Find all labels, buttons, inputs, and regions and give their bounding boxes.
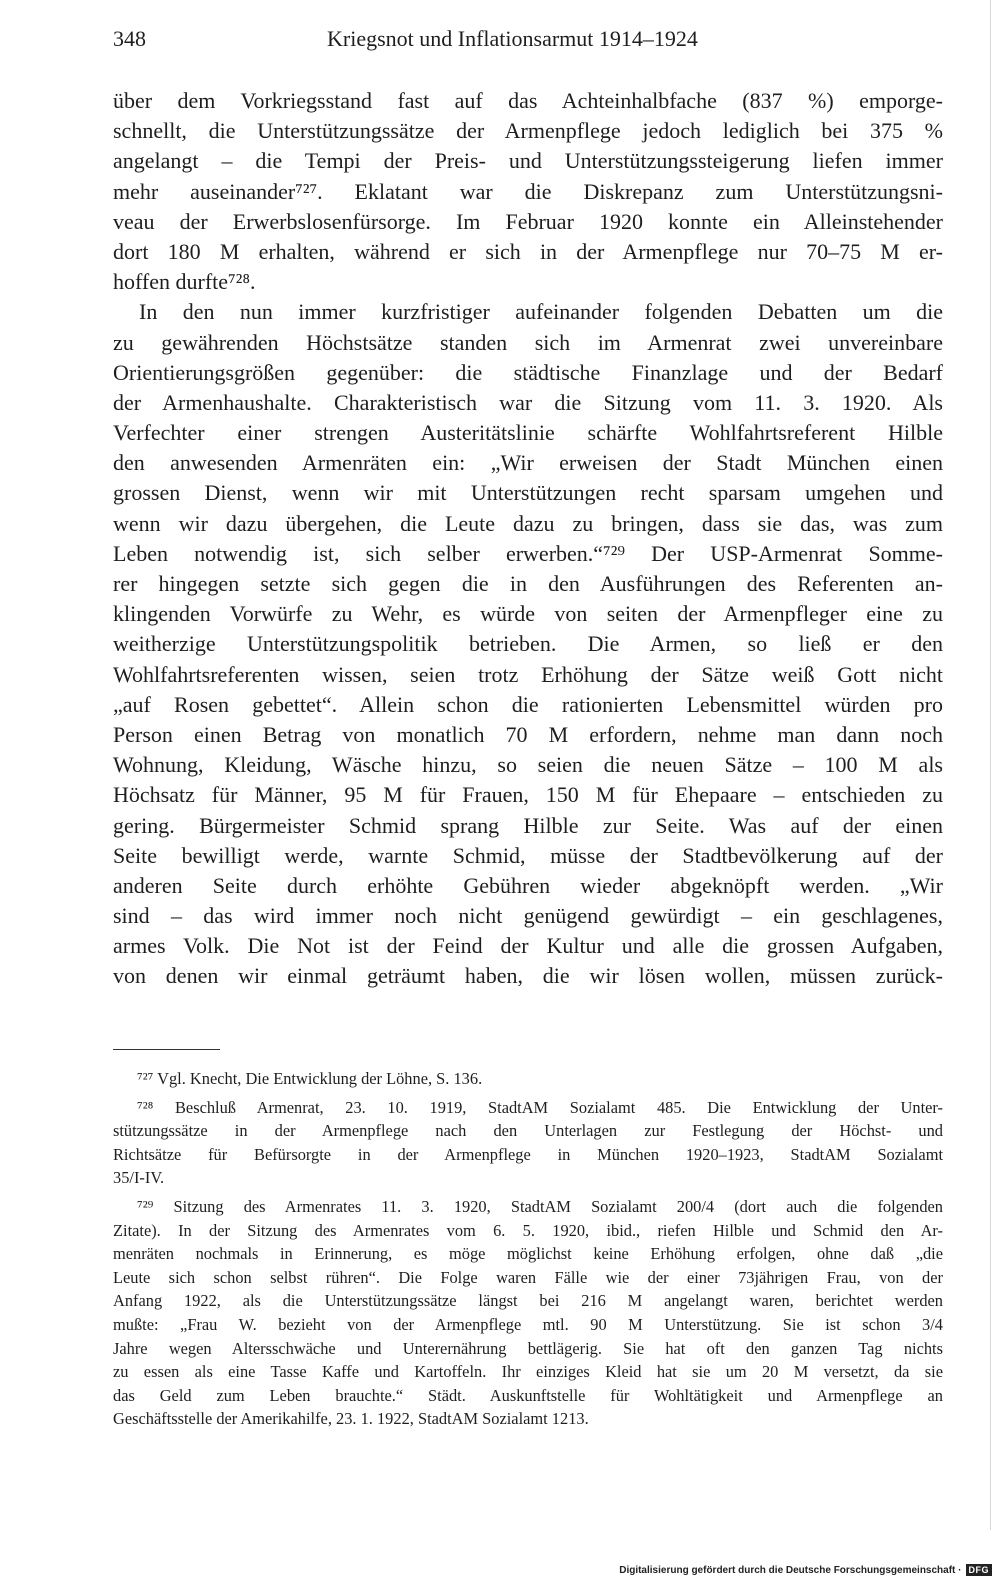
page-number: 348 xyxy=(113,26,146,51)
footnote-separator xyxy=(113,1049,220,1050)
text-line: Person einen Betrag von monatlich 70 M erfordern, nehme man dann noch xyxy=(113,721,943,747)
text-line: hoffen durfte⁷²⁸. xyxy=(113,269,256,295)
text-line: mehr auseinander⁷²⁷. Eklatant war die Diskrepanz zum Unterstützungsni- xyxy=(113,178,943,204)
text-line: der Armenhaushalte. Charakteristisch war die Sitzung vom 11. 3. 1920. Als xyxy=(113,389,943,415)
text-line: den anwesenden Armenräten ein: „Wir erweisen der Stadt München einen xyxy=(113,450,943,476)
text-line: zu gewährenden Höchstsätze standen sich im Armenrat zwei unvereinbare xyxy=(113,329,943,355)
footnote-line: das Geld zum Leben brauchte.“ Städt. Auskunftstelle für Wohltätigkeit und Armenpflege an xyxy=(113,1385,943,1405)
text-line: anderen Seite durch erhöhte Gebühren wieder abgeknöpft werden. „Wir xyxy=(113,872,943,898)
footnote-line: Richtsätze für Befürsorgte in der Armenpflege in München 1920–1923, StadtAM Sozialamt xyxy=(113,1144,943,1164)
text-line: In den nun immer kurzfristiger aufeinander folgenden Debatten um die xyxy=(139,299,943,325)
text-line: klingenden Vorwürfe zu Wehr, es würde von seiten der Armenpfleger eine zu xyxy=(113,601,943,627)
footnote-line: Anfang 1922, als die Unterstützungssätze längst bei 216 M angelangt waren, berichtet werden xyxy=(113,1291,943,1311)
text-line: Seite bewilligt werde, warnte Schmid, müsse der Stadtbevölkerung auf der xyxy=(113,842,943,868)
footnote-line: zu essen als eine Tasse Kaffe und Kartoffeln. Ihr einziges Kleid hat sie um 20 M versetzt, da sie xyxy=(113,1362,943,1382)
text-line: Verfechter einer strengen Austeritätslinie schärfte Wohlfahrtsreferent Hilble xyxy=(113,420,943,446)
text-line: veau der Erwerbslosenfürsorge. Im Februar 1920 konnte ein Alleinstehender xyxy=(113,208,943,234)
text-line: rer hingegen setzte sich gegen die in den Ausführungen des Referenten an- xyxy=(113,571,943,596)
footnote-line: Jahre wegen Altersschwäche und Unterernährung bettlägerig. Sie hat oft den ganzen Tag nichts xyxy=(113,1338,943,1358)
text-line: Wohlfahrtsreferenten wissen, seien trotz Erhöhung der Sätze weiß Gott nicht xyxy=(113,661,943,687)
footnote-line: Zitate). In der Sitzung des Armenrates vom 6. 5. 1920, ibid., riefen Hilble und Schmid den Ar- xyxy=(113,1220,943,1240)
credit-text: Digitalisierung gefördert durch die Deutsche Forschungsgemeinschaft · xyxy=(619,1564,962,1576)
text-line: armes Volk. Die Not ist der Feind der Kultur und alle die grossen Aufgaben, xyxy=(113,933,943,959)
text-line: grossen Dienst, wenn wir mit Unterstützungen recht sparsam umgehen und xyxy=(113,480,943,506)
digitization-credit xyxy=(619,1562,992,1578)
text-line: schnellt, die Unterstützungssätze der Armenpflege jedoch lediglich bei 375 % xyxy=(113,118,943,144)
footnotes xyxy=(113,1067,943,1431)
text-line: wenn wir dazu übergehen, die Leute dazu zu bringen, dass sie das, was zum xyxy=(113,510,943,536)
footnote-728: ⁷²⁸ Beschluß Armenrat, 23. 10. 1919, StadtAM Sozialamt 485. Die Entwicklung der Unter- xyxy=(137,1097,943,1117)
text-line: Orientierungsgrößen gegenüber: die städtische Finanzlage und der Bedarf xyxy=(113,359,943,385)
footnote-line: menräten nochmals in Erinnerung, es möge möglichst keine Erhöhung erfolgen, ohne daß „die xyxy=(113,1244,943,1264)
text-line: gering. Bürgermeister Schmid sprang Hilble zur Seite. Was auf der einen xyxy=(113,812,943,838)
running-title: Kriegsnot und Inflationsarmut 1914–1924 xyxy=(327,26,698,51)
text-line: von denen wir einmal geträumt haben, die wir lösen wollen, müssen zurück- xyxy=(113,963,943,989)
page-header xyxy=(113,26,943,58)
text-line: Leben notwendig ist, sich selber erwerben.“⁷²⁹ Der USP-Armenrat Somme- xyxy=(113,540,943,566)
footnote-line: mußte: „Frau W. bezieht von der Armenpflege mtl. 90 M Unterstützung. Sie ist schon 3/4 xyxy=(113,1314,943,1334)
text-line: über dem Vorkriegsstand fast auf das Achteinhalbfache (837 %) emporge- xyxy=(113,88,943,113)
text-line: angelangt – die Tempi der Preis- und Unterstützungssteigerung liefen immer xyxy=(113,148,943,174)
footnote-729: ⁷²⁹ Sitzung des Armenrates 11. 3. 1920, StadtAM Sozialamt 200/4 (dort auch die folgenden xyxy=(137,1196,943,1216)
text-line: Höchsatz für Männer, 95 M für Frauen, 150 M für Ehepaare – entschieden zu xyxy=(113,782,943,808)
main-text xyxy=(113,86,943,992)
text-line: „auf Rosen gebettet“. Allein schon die rationierten Lebensmittel würden pro xyxy=(113,691,943,717)
footnote-line: 35/I-IV. xyxy=(113,1168,165,1188)
scan-edge-line xyxy=(990,0,991,1530)
text-line: weitherzige Unterstützungspolitik betrieben. Die Armen, so ließ er den xyxy=(113,631,943,657)
footnote-727: ⁷²⁷ Vgl. Knecht, Die Entwicklung der Löhne, S. 136. xyxy=(137,1069,483,1088)
footnote-line: Leute sich schon selbst rühren“. Die Folge waren Fälle wie der einer 73jährigen Frau, von der xyxy=(113,1267,943,1287)
footnote-line: stützungssätze in der Armenpflege nach den Unterlagen zur Festlegung der Höchst- und xyxy=(113,1121,943,1141)
text-line: Wohnung, Kleidung, Wäsche hinzu, so seien die neuen Sätze – 100 M als xyxy=(113,752,943,778)
footnote-line: Geschäftsstelle der Amerikahilfe, 23. 1. 1922, StadtAM Sozialamt 1213. xyxy=(113,1409,589,1429)
text-line: sind – das wird immer noch nicht genügend gewürdigt – ein geschlagenes, xyxy=(113,903,943,929)
text-line: dort 180 M erhalten, während er sich in der Armenpflege nur 70–75 M er- xyxy=(113,238,943,264)
dfg-logo: DFG xyxy=(966,1564,993,1576)
